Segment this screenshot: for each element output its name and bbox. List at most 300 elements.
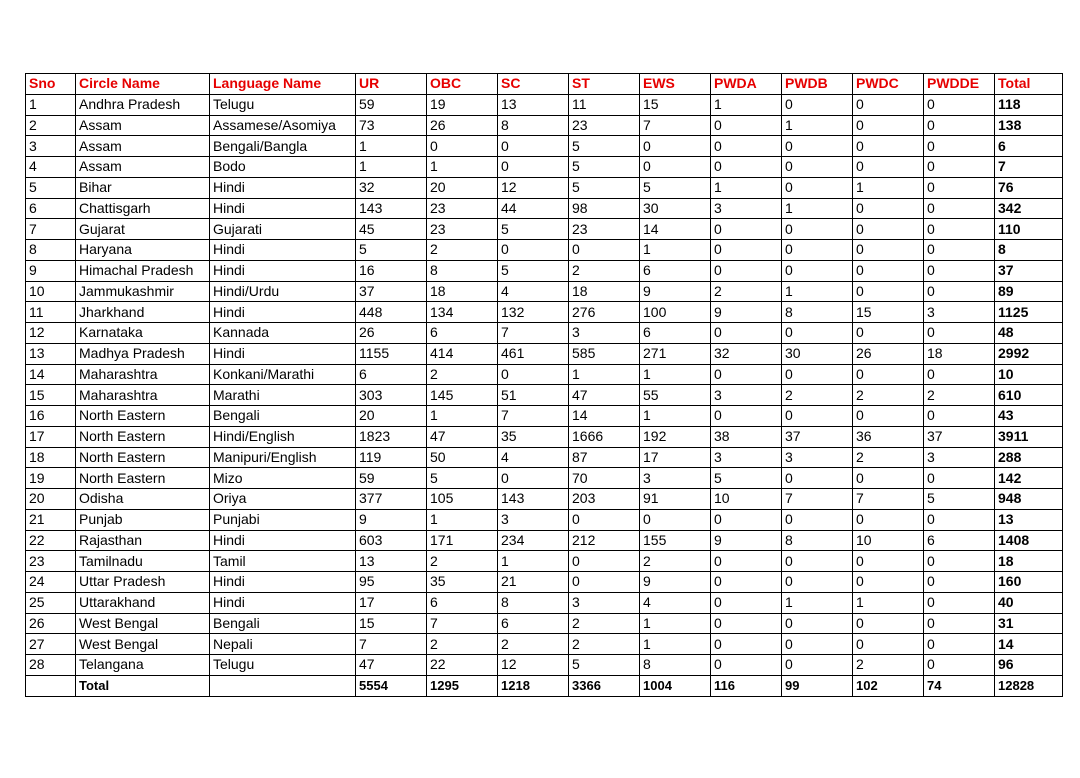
table-cell: 2 [569,634,640,655]
table-cell: 142 [995,468,1063,489]
table-cell: 26 [26,613,76,634]
table-cell: 448 [356,302,427,323]
table-cell: 2 [711,281,782,302]
table-cell: West Bengal [76,634,210,655]
table-cell: 0 [711,219,782,240]
table-cell: 3 [498,509,569,530]
table-cell: 0 [853,281,924,302]
table-cell: 0 [924,655,995,676]
table-cell: 0 [924,406,995,427]
table-cell: 4 [26,157,76,178]
table-cell: 10 [853,530,924,551]
table-cell: 0 [924,219,995,240]
table-cell: 0 [782,94,853,115]
table-cell: 9 [640,572,711,593]
table-cell: 5 [569,177,640,198]
table-cell: 2 [569,613,640,634]
table-cell: 13 [498,94,569,115]
table-cell: 7 [498,406,569,427]
table-cell: 0 [640,157,711,178]
table-cell: 4 [498,281,569,302]
table-cell: 3 [711,385,782,406]
table-cell: 0 [569,240,640,261]
column-header: Circle Name [76,74,210,95]
table-cell: 0 [853,468,924,489]
table-cell: 0 [782,406,853,427]
table-cell: 23 [569,219,640,240]
table-cell: 0 [924,94,995,115]
table-cell: 70 [569,468,640,489]
table-cell: 38 [711,426,782,447]
table-cell: 15 [640,94,711,115]
table-cell: Hindi/English [210,426,356,447]
table-cell: 19 [427,94,498,115]
table-cell: 3 [569,323,640,344]
table-cell: 87 [569,447,640,468]
table-cell: 15 [356,613,427,634]
table-cell: Mizo [210,468,356,489]
table-cell: 5 [569,655,640,676]
table-cell: Bengali/Bangla [210,136,356,157]
table-cell: 0 [853,115,924,136]
table-cell: 203 [569,489,640,510]
table-cell: 0 [853,364,924,385]
table-row [26,260,1063,281]
table-cell: 0 [782,240,853,261]
table-cell: Telugu [210,94,356,115]
table-cell: 18 [924,343,995,364]
table-cell: 8 [782,530,853,551]
table-cell: Assam [76,115,210,136]
table-cell: 1 [356,157,427,178]
table-cell: 0 [782,177,853,198]
table-cell: 0 [711,592,782,613]
table-cell: 20 [427,177,498,198]
table-cell: 12 [498,177,569,198]
table-cell: 6 [498,613,569,634]
table-cell: 0 [924,198,995,219]
table-cell: 0 [924,572,995,593]
table-cell: 0 [569,551,640,572]
table-row [26,530,1063,551]
table-cell: 0 [640,509,711,530]
table-cell: Madhya Pradesh [76,343,210,364]
table-cell: 37 [356,281,427,302]
table-cell: 18 [569,281,640,302]
table-row [26,468,1063,489]
table-cell: 18 [26,447,76,468]
table-cell: 2 [427,551,498,572]
table-cell: 37 [924,426,995,447]
table-cell: 610 [995,385,1063,406]
total-cell: 102 [853,675,924,696]
table-cell: 0 [782,655,853,676]
table-cell: 0 [782,219,853,240]
table-cell: 14 [26,364,76,385]
table-cell: 377 [356,489,427,510]
column-header: OBC [427,74,498,95]
column-header: PWDB [782,74,853,95]
table-row [26,198,1063,219]
table-cell: 37 [782,426,853,447]
table-cell: 1 [782,198,853,219]
table-cell: 1 [782,592,853,613]
table-cell: 3 [26,136,76,157]
table-cell: 0 [711,157,782,178]
table-cell: 4 [498,447,569,468]
table-cell: 30 [640,198,711,219]
table-cell: 1 [782,115,853,136]
table-cell: 3 [569,592,640,613]
table-cell: 9 [356,509,427,530]
table-cell: 2 [853,385,924,406]
table-row [26,115,1063,136]
table-cell: Haryana [76,240,210,261]
column-header: UR [356,74,427,95]
table-cell: 8 [427,260,498,281]
table-cell: 11 [26,302,76,323]
table-cell: 1 [640,634,711,655]
table-cell: 16 [26,406,76,427]
table-cell: 17 [356,592,427,613]
total-cell: 99 [782,675,853,696]
table-cell: 143 [356,198,427,219]
table-cell: 9 [711,530,782,551]
table-cell: 8 [26,240,76,261]
table-row [26,364,1063,385]
table-cell: 1 [640,240,711,261]
table-cell: 5 [498,260,569,281]
table-row [26,592,1063,613]
table-cell: Telugu [210,655,356,676]
table-cell: 15 [853,302,924,323]
table-cell: 32 [711,343,782,364]
table-cell: 23 [427,198,498,219]
table-cell: Chattisgarh [76,198,210,219]
table-cell: 288 [995,447,1063,468]
table-cell: 1 [427,157,498,178]
table-cell: 143 [498,489,569,510]
table-cell: 31 [995,613,1063,634]
table-row [26,157,1063,178]
table-cell: 20 [356,406,427,427]
table-cell: 0 [711,115,782,136]
table-cell: 0 [498,136,569,157]
table-cell: 22 [427,655,498,676]
table-cell: 0 [924,364,995,385]
table-cell: 7 [853,489,924,510]
table-cell: 0 [853,509,924,530]
table-cell: 21 [26,509,76,530]
table-cell: 25 [26,592,76,613]
table-cell: 8 [498,115,569,136]
vacancy-table [25,73,1063,697]
table-cell: 13 [995,509,1063,530]
total-cell: 1218 [498,675,569,696]
table-cell: 24 [26,572,76,593]
table-cell: 15 [26,385,76,406]
table-cell: 51 [498,385,569,406]
table-cell: 0 [711,240,782,261]
table-cell: Hindi/Urdu [210,281,356,302]
total-cell [26,675,76,696]
table-cell: 0 [924,157,995,178]
table-cell: 1125 [995,302,1063,323]
table-cell: 23 [26,551,76,572]
table-cell: 9 [711,302,782,323]
table-cell: Assamese/Asomiya [210,115,356,136]
table-cell: 37 [995,260,1063,281]
table-cell: 145 [427,385,498,406]
table-cell: 35 [427,572,498,593]
table-cell: 132 [498,302,569,323]
table-cell: 96 [995,655,1063,676]
table-cell: 3 [640,468,711,489]
table-row [26,281,1063,302]
table-cell: 59 [356,94,427,115]
table-cell: 40 [995,592,1063,613]
table-cell: 0 [782,157,853,178]
table-cell: 138 [995,115,1063,136]
column-header: EWS [640,74,711,95]
table-body [26,94,1063,696]
table-cell: 1 [853,592,924,613]
table-cell: 585 [569,343,640,364]
total-cell: 12828 [995,675,1063,696]
table-cell: 0 [711,613,782,634]
table-cell: 3911 [995,426,1063,447]
table-cell: 47 [569,385,640,406]
table-cell: 12 [26,323,76,344]
table-row [26,655,1063,676]
table-cell: 23 [427,219,498,240]
table-cell: 0 [853,219,924,240]
table-cell: 0 [924,509,995,530]
table-row [26,177,1063,198]
table-cell: North Eastern [76,468,210,489]
table-cell: 192 [640,426,711,447]
table-row [26,219,1063,240]
table-cell: 45 [356,219,427,240]
table-cell: 43 [995,406,1063,427]
table-cell: 8 [640,655,711,676]
table-cell: 0 [924,281,995,302]
table-cell: 1 [711,177,782,198]
table-cell: 27 [26,634,76,655]
table-cell: 47 [427,426,498,447]
table-cell: Oriya [210,489,356,510]
column-header: PWDC [853,74,924,95]
table-row [26,136,1063,157]
table-cell: 23 [569,115,640,136]
table-cell: 0 [853,406,924,427]
table-cell: 2 [427,240,498,261]
table-cell: 0 [853,157,924,178]
table-cell: 212 [569,530,640,551]
table-cell: 32 [356,177,427,198]
table-cell: 2 [427,364,498,385]
table-cell: 0 [498,157,569,178]
table-cell: 5 [569,157,640,178]
table-cell: 11 [569,94,640,115]
table-cell: 18 [995,551,1063,572]
table-row [26,94,1063,115]
table-cell: 9 [640,281,711,302]
table-cell: 26 [853,343,924,364]
table-cell: 1 [711,94,782,115]
table-cell: 36 [853,426,924,447]
table-cell: 6 [26,198,76,219]
table-row [26,426,1063,447]
table-cell: 3 [782,447,853,468]
table-cell: Tamilnadu [76,551,210,572]
table-cell: 271 [640,343,711,364]
table-cell: 2 [569,260,640,281]
table-cell: 5 [356,240,427,261]
table-cell: 0 [711,260,782,281]
table-cell: 1823 [356,426,427,447]
table-row [26,343,1063,364]
table-cell: 1 [427,406,498,427]
table-cell: Bengali [210,613,356,634]
table-cell: 2 [782,385,853,406]
table-cell: 10 [26,281,76,302]
table-cell: 0 [924,240,995,261]
table-cell: 50 [427,447,498,468]
table-cell: 26 [356,323,427,344]
table-cell: 948 [995,489,1063,510]
table-cell: Hindi [210,302,356,323]
table-cell: 13 [26,343,76,364]
table-row [26,613,1063,634]
table-cell: 10 [711,489,782,510]
table-row [26,302,1063,323]
table-row [26,240,1063,261]
table-cell: 9 [26,260,76,281]
table-cell: 4 [640,592,711,613]
table-cell: 0 [782,509,853,530]
table-cell: North Eastern [76,447,210,468]
table-cell: Jharkhand [76,302,210,323]
table-cell: 19 [26,468,76,489]
table-cell: 0 [924,260,995,281]
table-cell: 2 [26,115,76,136]
table-cell: 0 [782,468,853,489]
table-cell: 303 [356,385,427,406]
column-header: Total [995,74,1063,95]
table-cell: Hindi [210,177,356,198]
table-cell: 0 [853,94,924,115]
table-cell: 20 [26,489,76,510]
table-cell: 6 [427,323,498,344]
table-cell: Andhra Pradesh [76,94,210,115]
table-row [26,323,1063,344]
table-cell: 76 [995,177,1063,198]
table-cell: 1 [26,94,76,115]
table-cell: 2992 [995,343,1063,364]
table-cell: 6 [356,364,427,385]
table-cell: 0 [853,323,924,344]
table-cell: Hindi [210,572,356,593]
table-cell: 1 [640,613,711,634]
table-header [26,74,1063,95]
table-cell: 0 [427,136,498,157]
table-cell: Maharashtra [76,385,210,406]
table-cell: 276 [569,302,640,323]
table-cell: 44 [498,198,569,219]
table-cell: 5 [640,177,711,198]
table-cell: 0 [711,572,782,593]
column-header: ST [569,74,640,95]
table-cell: 55 [640,385,711,406]
column-header: SC [498,74,569,95]
table-cell: 30 [782,343,853,364]
table-cell: Gujarati [210,219,356,240]
column-header: PWDA [711,74,782,95]
table-cell: 16 [356,260,427,281]
table-cell: 17 [640,447,711,468]
table-cell: Bengali [210,406,356,427]
table-cell: 7 [640,115,711,136]
total-cell: 74 [924,675,995,696]
table-cell: 0 [853,551,924,572]
table-cell: 1666 [569,426,640,447]
table-cell: 119 [356,447,427,468]
table-cell: 1 [427,509,498,530]
table-cell: Hindi [210,592,356,613]
table-cell: 7 [995,157,1063,178]
table-cell: 2 [853,447,924,468]
total-row [26,675,1063,696]
table-cell: 0 [640,136,711,157]
table-cell: 0 [569,572,640,593]
table-cell: West Bengal [76,613,210,634]
table-cell: 0 [924,323,995,344]
table-cell: 3 [711,447,782,468]
table-cell: 5 [26,177,76,198]
table-cell: Assam [76,136,210,157]
table-cell: Kannada [210,323,356,344]
table-cell: 5 [427,468,498,489]
table-cell: 22 [26,530,76,551]
table-cell: 0 [782,136,853,157]
table-row [26,572,1063,593]
table-cell: 0 [853,572,924,593]
table-cell: 18 [427,281,498,302]
table-cell: 8 [782,302,853,323]
table-cell: Uttarakhand [76,592,210,613]
total-cell: 1295 [427,675,498,696]
table-cell: 0 [711,551,782,572]
table-row [26,634,1063,655]
table-cell: 73 [356,115,427,136]
table-cell: 0 [711,323,782,344]
table-cell: 0 [711,509,782,530]
table-cell: 0 [569,509,640,530]
table-cell: 1 [853,177,924,198]
table-cell: Karnataka [76,323,210,344]
table-cell: 17 [26,426,76,447]
table-cell: 0 [782,260,853,281]
total-cell: 116 [711,675,782,696]
table-cell: 14 [640,219,711,240]
table-cell: Telangana [76,655,210,676]
table-row [26,489,1063,510]
table-cell: 3 [924,302,995,323]
table-cell: 0 [782,613,853,634]
table-cell: 0 [924,551,995,572]
table-row [26,447,1063,468]
